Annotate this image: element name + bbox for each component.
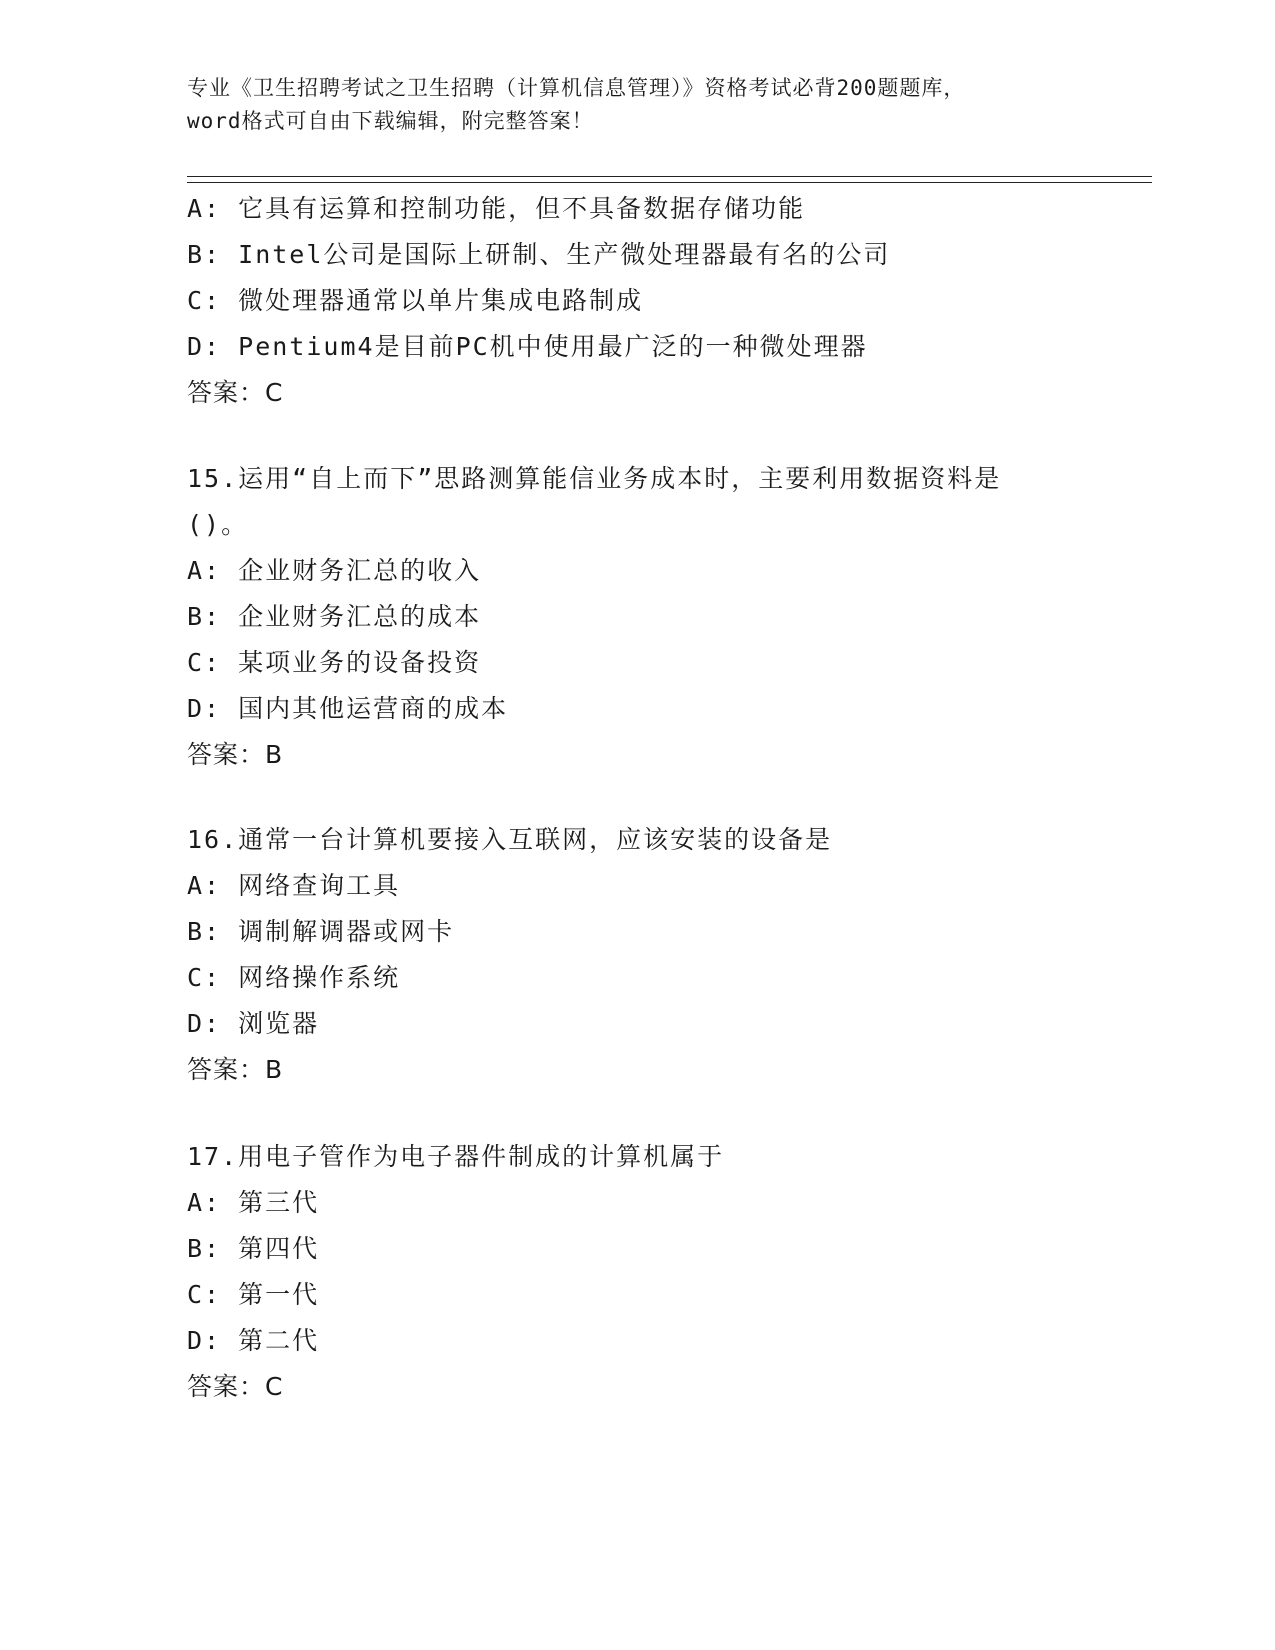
question-stem: 16.通常一台计算机要接入互联网，应该安装的设备是	[187, 825, 833, 854]
question-stem-continued: ()。	[187, 510, 249, 539]
header-title-line-2: word格式可自由下载编辑，附完整答案！	[187, 109, 594, 133]
header-divider-bottom	[187, 182, 1152, 183]
option-a: A: 它具有运算和控制功能，但不具备数据存储功能	[187, 194, 806, 223]
question-16	[187, 817, 1107, 1093]
option-d: D: 浏览器	[187, 1009, 320, 1038]
option-d: D: 第二代	[187, 1326, 320, 1355]
header-title-line-1: 专业《卫生招聘考试之卫生招聘（计算机信息管理）》资格考试必背200题题库，	[187, 76, 966, 100]
option-a: A: 第三代	[187, 1188, 320, 1217]
option-b: B: 调制解调器或网卡	[187, 917, 455, 946]
question-17	[187, 1134, 1107, 1410]
answer-line: 答案：C	[187, 378, 284, 407]
answer-line: 答案：B	[187, 1055, 284, 1084]
document-header	[187, 72, 1087, 138]
question-14-tail	[187, 186, 1107, 416]
question-stem: 17.用电子管作为电子器件制成的计算机属于	[187, 1142, 725, 1171]
answer-line: 答案：B	[187, 740, 284, 769]
option-c: C: 某项业务的设备投资	[187, 648, 482, 677]
option-b: B: 第四代	[187, 1234, 320, 1263]
answer-line: 答案：C	[187, 1372, 284, 1401]
option-c: C: 第一代	[187, 1280, 320, 1309]
option-d: D: 国内其他运营商的成本	[187, 694, 509, 723]
option-a: A: 网络查询工具	[187, 871, 401, 900]
option-b: B: Intel公司是国际上研制、生产微处理器最有名的公司	[187, 240, 891, 269]
option-a: A: 企业财务汇总的收入	[187, 556, 482, 585]
option-c: C: 微处理器通常以单片集成电路制成	[187, 286, 644, 315]
option-d: D: Pentium4是目前PC机中使用最广泛的一种微处理器	[187, 332, 868, 361]
option-c: C: 网络操作系统	[187, 963, 401, 992]
header-divider-top	[187, 176, 1152, 177]
question-stem: 15.运用“自上而下”思路测算能信业务成本时，主要利用数据资料是	[187, 464, 1002, 493]
question-15	[187, 456, 1107, 778]
option-b: B: 企业财务汇总的成本	[187, 602, 482, 631]
